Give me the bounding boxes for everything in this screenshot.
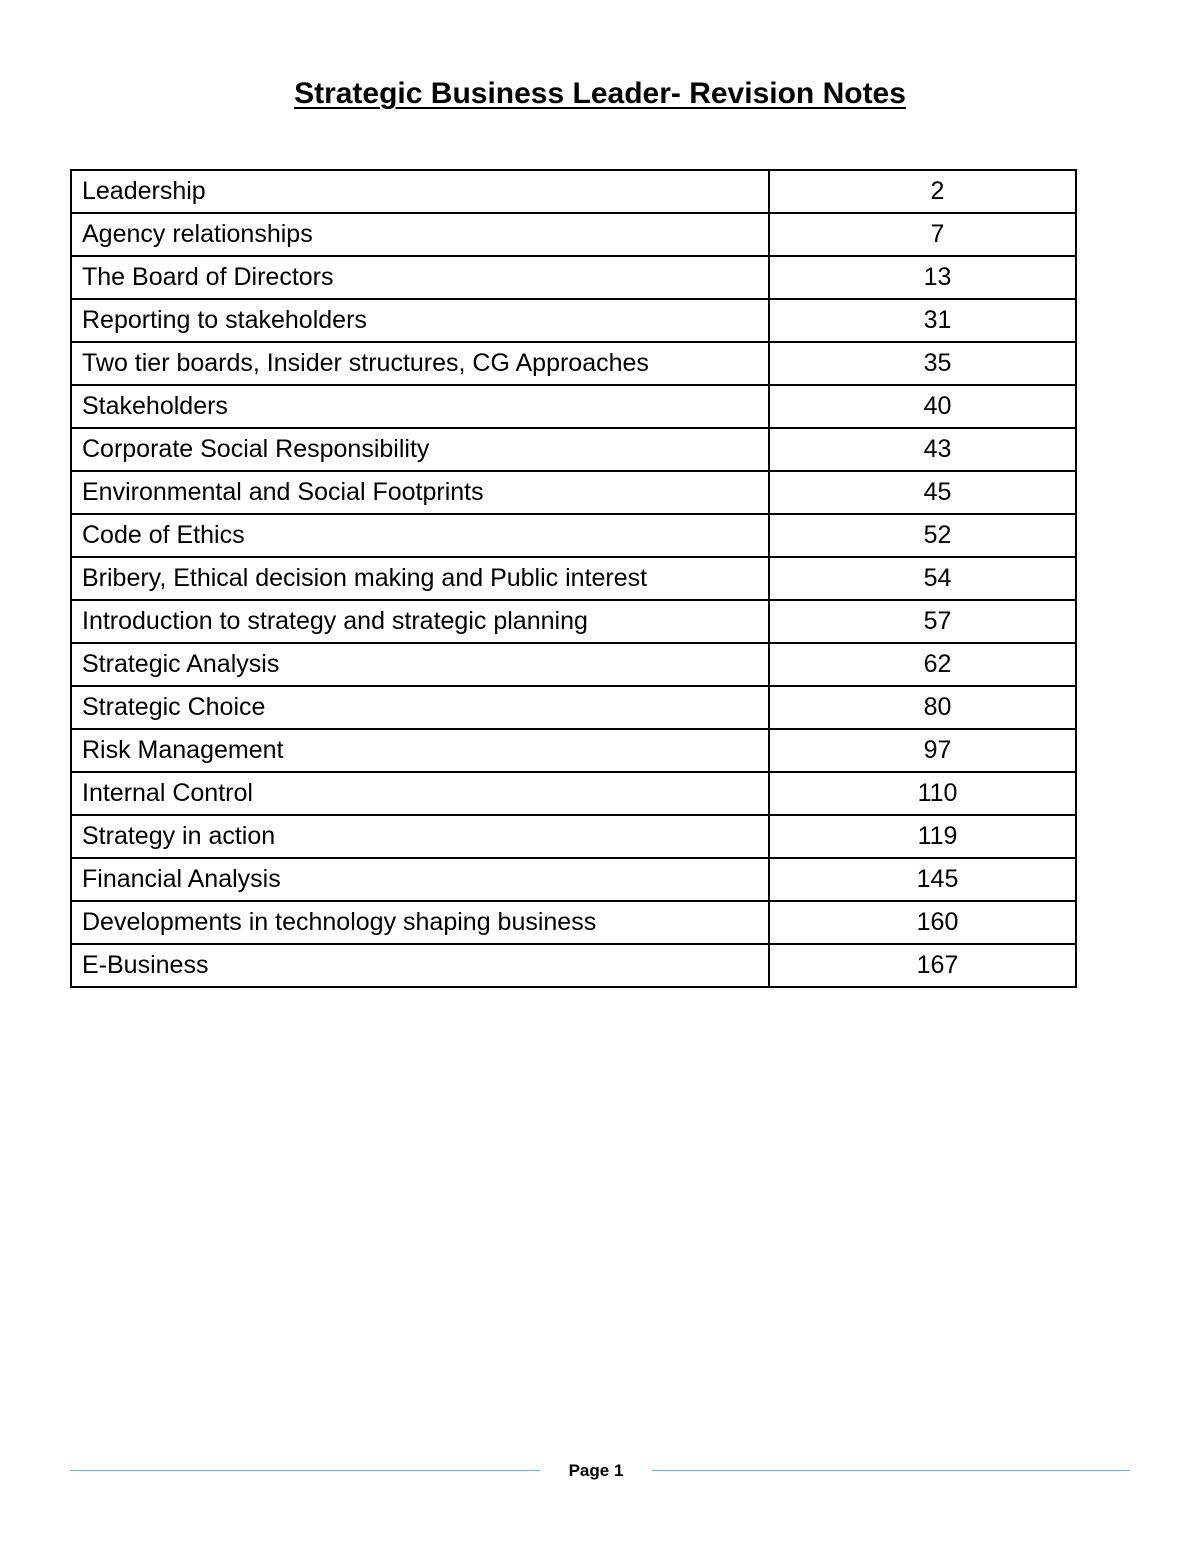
page-number-cell: 35 xyxy=(769,342,1076,385)
topic-cell: The Board of Directors xyxy=(71,256,769,299)
topic-cell: Internal Control xyxy=(71,772,769,815)
topic-cell: Code of Ethics xyxy=(71,514,769,557)
table-row xyxy=(71,256,1076,299)
topic-cell: Agency relationships xyxy=(71,213,769,256)
topic-cell: Strategic Choice xyxy=(71,686,769,729)
table-row xyxy=(71,815,1076,858)
page-number-cell: 54 xyxy=(769,557,1076,600)
table-row xyxy=(71,686,1076,729)
document-title-text: Strategic Business Leader- Revision Notes xyxy=(294,77,906,110)
table-row xyxy=(71,557,1076,600)
topic-cell: Strategic Analysis xyxy=(71,643,769,686)
table-row xyxy=(71,385,1076,428)
topic-cell: Strategy in action xyxy=(71,815,769,858)
topic-cell: Introduction to strategy and strategic planning xyxy=(71,600,769,643)
page-number-cell: 13 xyxy=(769,256,1076,299)
footer-divider-left xyxy=(70,1470,540,1471)
page-number-cell: 62 xyxy=(769,643,1076,686)
topic-cell: Risk Management xyxy=(71,729,769,772)
table-row xyxy=(71,858,1076,901)
topic-cell: Developments in technology shaping business xyxy=(71,901,769,944)
topic-cell: E-Business xyxy=(71,944,769,987)
page-number-cell: 7 xyxy=(769,213,1076,256)
page-number-cell: 97 xyxy=(769,729,1076,772)
page-number-cell: 110 xyxy=(769,772,1076,815)
topic-cell: Corporate Social Responsibility xyxy=(71,428,769,471)
footer-divider-right xyxy=(652,1470,1130,1471)
page-number-cell: 167 xyxy=(769,944,1076,987)
table-row xyxy=(71,170,1076,213)
page-number-footer: Page 1 xyxy=(568,1461,624,1480)
page-number-cell: 2 xyxy=(769,170,1076,213)
table-row xyxy=(71,428,1076,471)
table-row xyxy=(71,729,1076,772)
table-row xyxy=(71,901,1076,944)
topic-cell: Reporting to stakeholders xyxy=(71,299,769,342)
table-row xyxy=(71,600,1076,643)
page-number-cell: 45 xyxy=(769,471,1076,514)
table-row xyxy=(71,772,1076,815)
page-number-cell: 40 xyxy=(769,385,1076,428)
table-row xyxy=(71,944,1076,987)
table-row xyxy=(71,342,1076,385)
table-row xyxy=(71,514,1076,557)
table-row xyxy=(71,213,1076,256)
page-number-cell: 119 xyxy=(769,815,1076,858)
contents-table xyxy=(70,169,1077,988)
page-number-cell: 52 xyxy=(769,514,1076,557)
topic-cell: Financial Analysis xyxy=(71,858,769,901)
topic-cell: Stakeholders xyxy=(71,385,769,428)
page-number-cell: 145 xyxy=(769,858,1076,901)
topic-cell: Environmental and Social Footprints xyxy=(71,471,769,514)
table-row xyxy=(71,471,1076,514)
page-number-cell: 57 xyxy=(769,600,1076,643)
page-number-cell: 160 xyxy=(769,901,1076,944)
topic-cell: Two tier boards, Insider structures, CG Approaches xyxy=(71,342,769,385)
document-title xyxy=(0,72,1200,116)
page-number-cell: 80 xyxy=(769,686,1076,729)
table-row xyxy=(71,299,1076,342)
topic-cell: Leadership xyxy=(71,170,769,213)
page-number-cell: 43 xyxy=(769,428,1076,471)
page-number-cell: 31 xyxy=(769,299,1076,342)
table-row xyxy=(71,643,1076,686)
topic-cell: Bribery, Ethical decision making and Public interest xyxy=(71,557,769,600)
